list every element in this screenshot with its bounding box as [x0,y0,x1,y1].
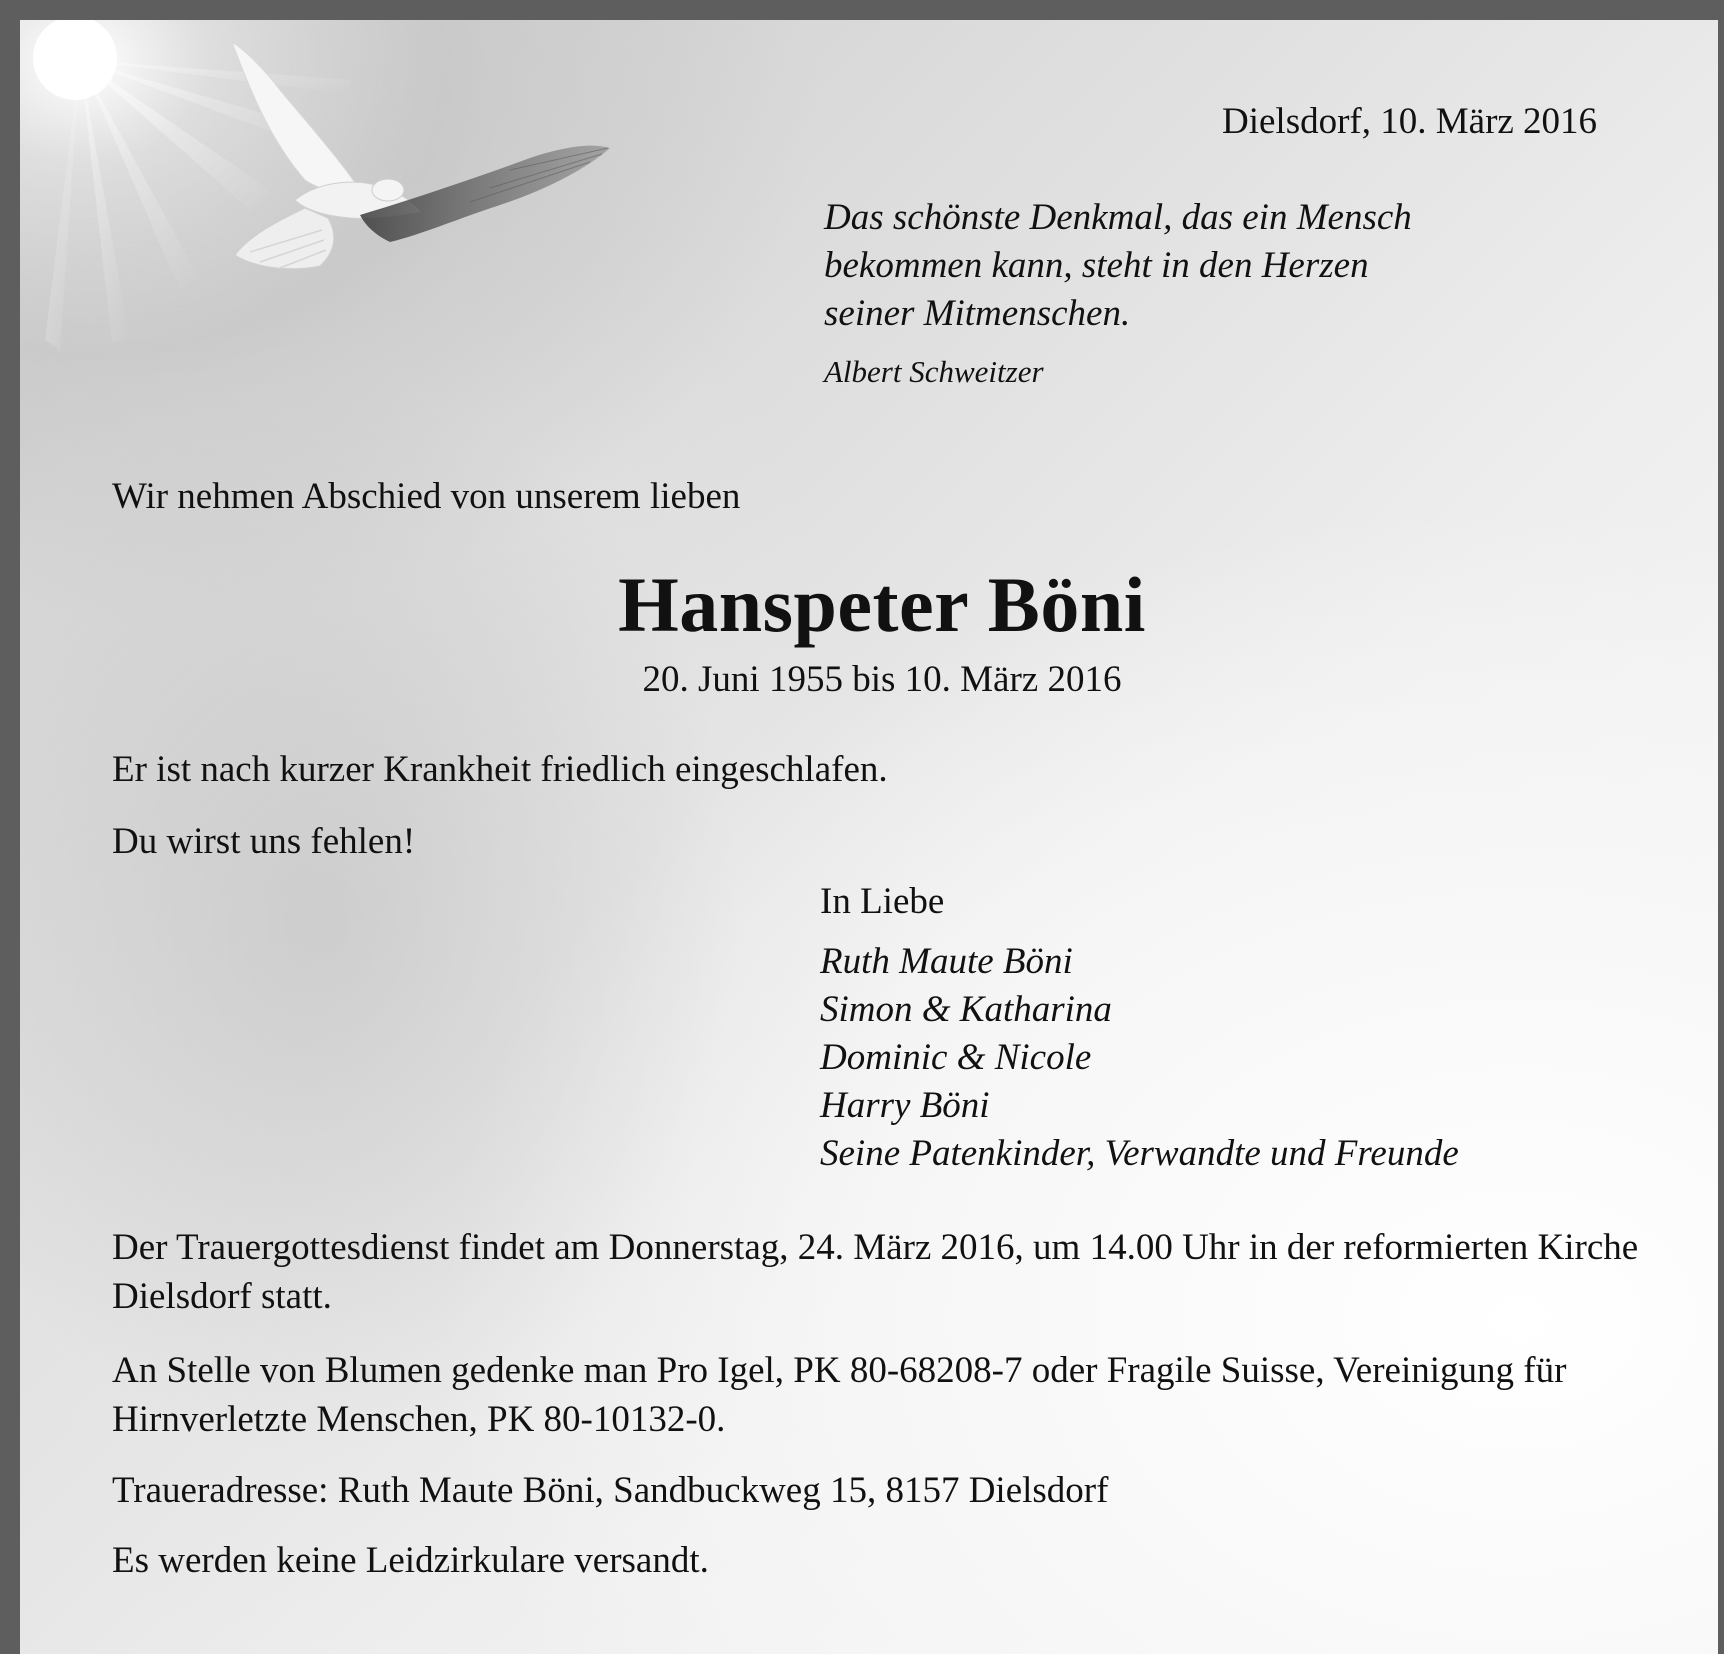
mourner-name: Simon & Katharina [820,989,1112,1030]
quote-line: Das schönste Denkmal, das ein Mensch [824,197,1412,238]
message-text: Du wirst uns fehlen! [112,821,416,862]
quote [824,194,1412,338]
message-text: Er ist nach kurzer Krankheit friedlich eingeschlafen. [112,749,888,790]
place-date: Dielsdorf, 10. März 2016 [1222,101,1598,142]
mourner-name: Ruth Maute Böni [820,941,1073,982]
lifespan: 20. Juni 1955 bis 10. März 2016 [642,659,1122,700]
quote-author: Albert Schweitzer [824,354,1044,389]
quote-line: bekommen kann, steht in den Herzen [824,245,1369,286]
closing-note: Es werden keine Leidzirkulare versandt. [112,1540,709,1581]
mourners-list [820,938,1459,1178]
mourner-name: Seine Patenkinder, Verwandte und Freunde [820,1133,1459,1174]
mourner-name: Harry Böni [820,1085,990,1126]
deceased-name: Hanspeter Böni [618,561,1146,648]
donation-info: An Stelle von Blumen gedenke man Pro Igel, PK 80-68208-7 oder Fragile Suisse, Vereinigung für Hirnverletzte Menschen, PK 80-10132-0. [112,1350,1567,1440]
quote-line: seiner Mitmenschen. [824,293,1131,334]
mourner-name: Dominic & Nicole [820,1037,1092,1078]
service-info: Der Trauergottesdienst findet am Donnerstag, 24. März 2016, um 14.00 Uhr in der reformierten Kirche Dielsdorf statt. [112,1227,1639,1317]
mourners-heading: In Liebe [820,881,945,922]
intro-text: Wir nehmen Abschied von unserem lieben [112,476,741,517]
obituary-notice [20,20,1718,1654]
mourning-address: Traueradresse: Ruth Maute Böni, Sandbuckweg 15, 8157 Dielsdorf [112,1470,1109,1511]
dove-image [210,30,650,290]
